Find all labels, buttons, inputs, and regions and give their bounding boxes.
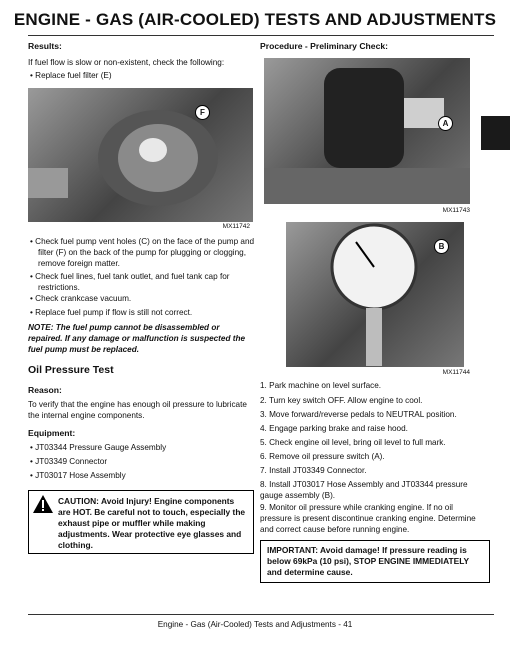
oil-switch-illustration — [264, 58, 470, 204]
results-intro: If fuel flow is slow or non-existent, check the following: — [28, 58, 225, 67]
fuel-pump-photo — [28, 88, 253, 222]
procedure-step-4: 4. Engage parking brake and raise hood. — [260, 424, 408, 433]
oil-switch-photo — [264, 58, 470, 204]
procedure-step-7: 7. Install JT03349 Connector. — [260, 466, 367, 475]
page-footer: Engine - Gas (Air-Cooled) Tests and Adjustments - 41 — [157, 620, 353, 629]
equipment-heading: Equipment: — [28, 428, 76, 438]
procedure-step-2: 2. Turn key switch OFF. Allow engine to cool. — [260, 396, 423, 405]
section-tab — [481, 116, 510, 150]
procedure-step-1: 1. Park machine on level surface. — [260, 381, 382, 390]
procedure-step-6: 6. Remove oil pressure switch (A). — [260, 452, 385, 461]
warning-triangle-icon — [32, 494, 54, 514]
figure-id-mx11743: MX11743 — [442, 207, 470, 214]
callout-a: A — [438, 116, 453, 131]
reason-heading: Reason: — [28, 385, 62, 395]
callout-b: B — [434, 239, 449, 254]
procedure-step-5: 5. Check engine oil level, bring oil level to full mark. — [260, 438, 446, 447]
fuel-pump-note: NOTE: The fuel pump cannot be disassembled or repaired. If any damage or malfunction is suspected the fuel pump must be replaced. — [28, 323, 246, 354]
figure-id-mx11744: MX11744 — [442, 369, 470, 376]
results-bullet-4: • Replace fuel pump if flow is still not correct. — [30, 308, 193, 317]
callout-f: F — [195, 105, 210, 120]
results-heading: Results: — [28, 41, 62, 51]
results-bullet-filter: • Replace fuel filter (E) — [30, 71, 112, 80]
header-rule — [28, 35, 494, 36]
equipment-item-1: • JT03344 Pressure Gauge Assembly — [30, 443, 167, 452]
results-bullet-2: • Check fuel lines, fuel tank outlet, and fuel tank cap for restrictions. — [30, 272, 230, 292]
reason-text: To verify that the engine has enough oil pressure to lubricate the internal engine components. — [28, 400, 247, 420]
page-header: ENGINE - GAS (AIR-COOLED) TESTS AND ADJUSTMENTS — [13, 10, 497, 29]
footer-rule — [28, 614, 494, 615]
equipment-item-2: • JT03349 Connector — [30, 457, 108, 466]
procedure-step-8: 8. Install JT03017 Hose Assembly and JT03344 pressure gauge assembly (B). — [260, 480, 468, 500]
oil-test-heading: Oil Pressure Test — [28, 364, 114, 376]
results-bullet-1: • Check fuel pump vent holes (C) on the face of the pump and filter (F) on the back of the pump for plugging or clogging, remove foreign matter. — [30, 237, 255, 268]
procedure-step-9: 9. Monitor oil pressure while cranking engine. If no oil pressure is present discontinue cranking engine. Determine and correct cause before running engine. — [260, 503, 476, 534]
equipment-item-3: • JT03017 Hose Assembly — [30, 471, 126, 480]
procedure-heading: Procedure - Preliminary Check: — [260, 41, 388, 51]
caution-text: CAUTION: Avoid Injury! Engine components are HOT. Be careful not to touch, especially the exhaust pipe or muffler while making adjustments. Wear protective eye glasses and clothing. — [58, 496, 246, 550]
important-notice: IMPORTANT: Avoid damage! If pressure reading is below 69kPa (10 psi), STOP ENGINE IMMEDIATELY and determine cause. — [260, 540, 490, 583]
figure-id-mx11742: MX11742 — [222, 223, 250, 230]
fuel-pump-illustration — [28, 88, 253, 222]
procedure-step-3: 3. Move forward/reverse pedals to NEUTRAL position. — [260, 410, 457, 419]
results-bullet-3: • Check crankcase vacuum. — [30, 294, 132, 303]
